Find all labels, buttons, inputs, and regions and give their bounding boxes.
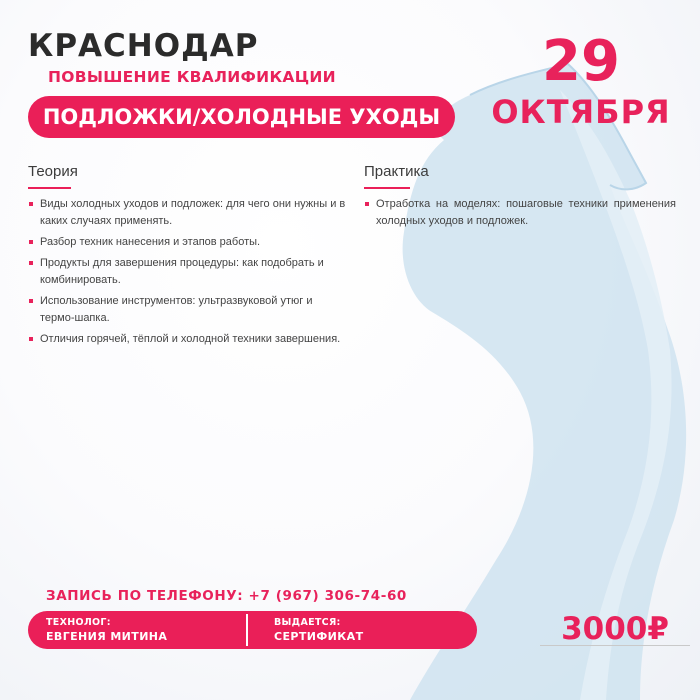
- list-item: Виды холодных уходов и подложек: для чего они нужны и в каких случаях применять.: [28, 196, 348, 230]
- phone-line: ЗАПИСЬ ПО ТЕЛЕФОНУ: +7 (967) 306-74-60: [46, 588, 407, 604]
- course-title: ПОДЛОЖКИ/ХОЛОДНЫЕ УХОДЫ: [42, 105, 441, 129]
- date-day: 29: [542, 29, 620, 94]
- date-month: ОКТЯБРЯ: [491, 93, 671, 131]
- course-title-banner: [28, 96, 455, 138]
- issued-label: ВЫДАЕТСЯ:: [274, 617, 341, 628]
- hair-strand-shape: [403, 64, 687, 700]
- theory-heading: Теория: [28, 163, 78, 180]
- list-item: Использование инструментов: ультразвуковой утюг и термо-шапка.: [28, 293, 348, 327]
- price: 3000₽: [561, 611, 669, 647]
- event-date: [476, 30, 686, 130]
- list-item: Продукты для завершения процедуры: как подобрать и комбинировать.: [28, 255, 348, 289]
- practice-underline: [364, 187, 410, 189]
- technologist-label: ТЕХНОЛОГ:: [46, 617, 111, 628]
- practice-heading: Практика: [364, 163, 429, 180]
- technologist-name: ЕВГЕНИЯ МИТИНА: [46, 630, 168, 643]
- list-item: Отработка на моделях: пошаговые техники применения холодных уходов и подложек.: [364, 196, 676, 230]
- technologist-block: [46, 616, 167, 644]
- issued-block: [274, 616, 363, 644]
- practice-list: [364, 196, 676, 234]
- list-item: Отличия горячей, тёплой и холодной техники завершения.: [28, 331, 348, 348]
- info-bar: [28, 611, 477, 649]
- price-block: [540, 610, 690, 650]
- course-category: ПОВЫШЕНИЕ КВАЛИФИКАЦИИ: [48, 68, 336, 86]
- theory-list: [28, 196, 348, 352]
- theory-underline: [28, 187, 71, 189]
- issued-value: СЕРТИФИКАТ: [274, 630, 364, 643]
- info-divider: [246, 614, 248, 646]
- list-item: Разбор техник нанесения и этапов работы.: [28, 234, 348, 251]
- city-title: КРАСНОДАР: [28, 28, 259, 64]
